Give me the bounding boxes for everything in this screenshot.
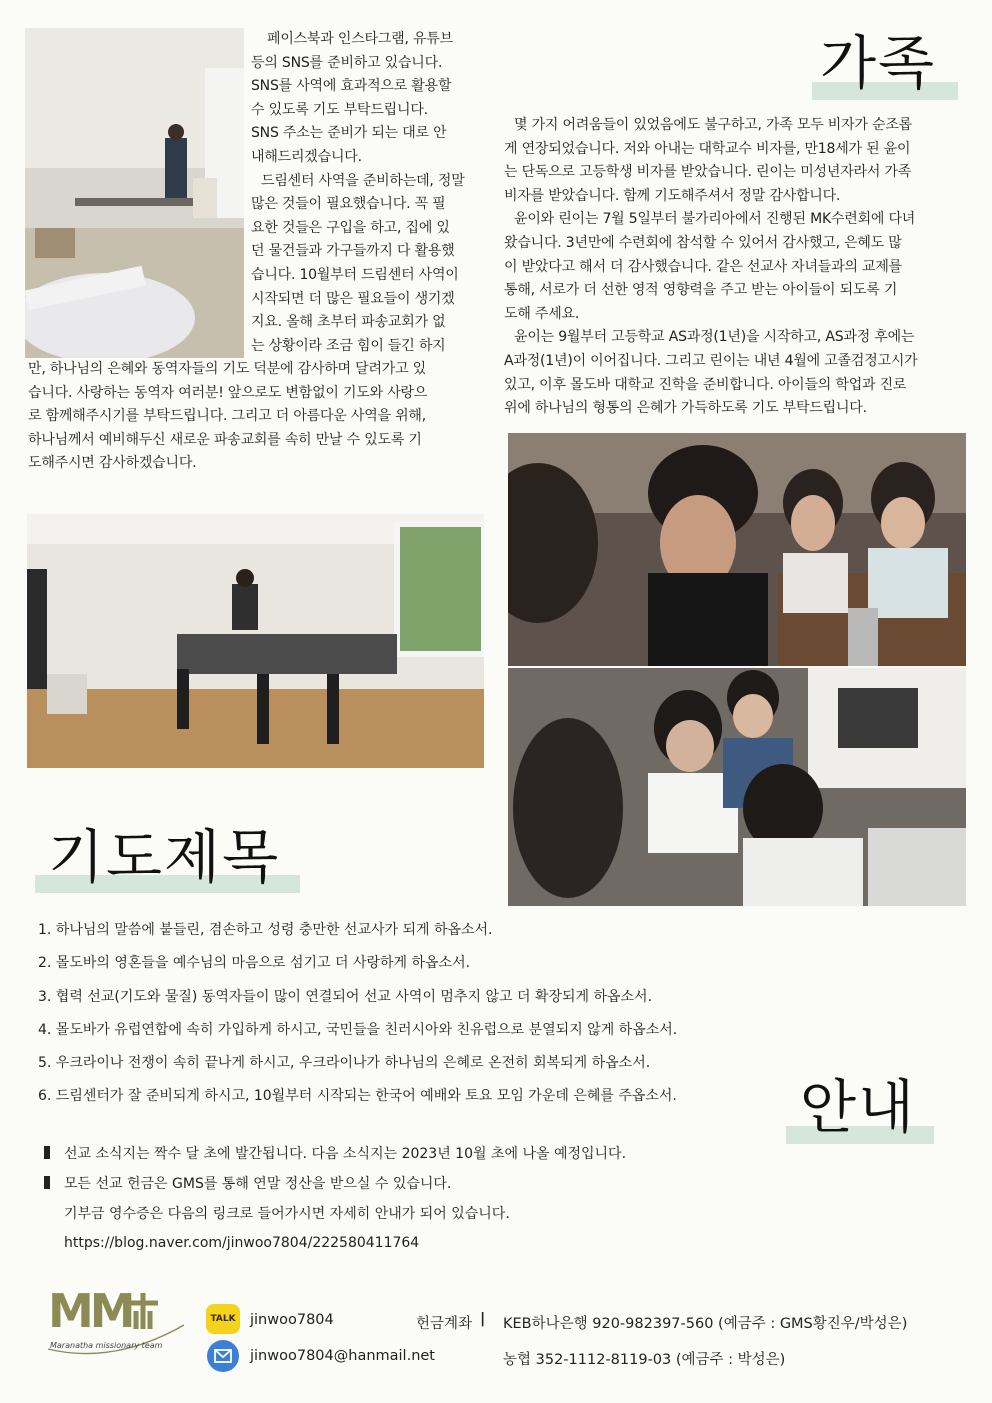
side-line: 던 물건들과 가구들까지 다 활용했 [251,243,455,260]
prayer-item: 3. 협력 선교(기도와 물질) 동역자들이 많이 연결되어 선교 사역이 멈추지 않고 더 확장되게 하옵소서. [38,988,653,1005]
prayer-item: 4. 몰도바가 유럽연합에 속히 가입하게 하시고, 국민들을 친러시아와 친유럽으로 분열되지 않게 하옵소서. [38,1021,678,1038]
notice-continuation: 기부금 영수증은 다음의 링크로 들어가시면 자세히 안내가 되어 있습니다. [64,1206,510,1222]
full-line: 습니다. 사랑하는 동역자 여러분! 앞으로도 변함없이 기도와 사랑으 [28,384,428,401]
side-line: 드림센터 사역을 준비하는데, 정말 [261,172,465,189]
family-line: 왔습니다. 3년만에 수련회에 참석할 수 있어서 감사했고, 은혜도 많 [504,234,902,251]
bank-account-keb: KEB하나은행 920-982397-560 (예금주 : GMS황진우/박성은) [503,1316,908,1332]
family-line: 게 연장되었습니다. 저와 아내는 대학교수 비자를, 만18세가 된 윤이 [504,140,911,157]
notice-title: 안내 [800,1073,917,1141]
prayer-title: 기도제목 [48,823,281,891]
meeting-room-photo [27,514,484,768]
youth-retreat-photo [508,433,966,666]
side-line: 는 상황이라 조금 힘이 들긴 하지 [251,337,446,354]
side-line: 많은 것들이 필요했습니다. 꼭 필 [251,196,446,213]
left-article-full [28,358,483,476]
mail-icon [207,1340,239,1372]
donation-link[interactable]: https://blog.naver.com/jinwoo7804/222580411764 [64,1235,420,1251]
youth-prayer-photo [508,668,966,906]
logo-letters: MM [48,1284,132,1338]
prayer-item: 1. 하나님의 말씀에 붙들린, 겸손하고 성령 충만한 선교사가 되게 하옵소서. [38,922,493,938]
family-line: 이 받았다고 해서 더 감사했습니다. 같은 선교사 자녀들과의 교제를 [504,258,902,275]
family-line: 통해, 서로가 더 선한 영적 영향력을 주고 받는 아이들이 되도록 기 [504,282,898,299]
family-line: 윤이는 9월부터 고등학교 AS과정(1년)을 시작하고, AS과정 후에는 [514,329,915,346]
notice-text: 선교 소식지는 짝수 달 초에 발간됩니다. 다음 소식지는 2023년 10월 초에 나올 예정입니다. [64,1146,627,1162]
side-line: 내해드리겠습니다. [251,148,362,165]
notice-item [44,1140,744,1170]
left-article-side [251,28,483,358]
prayer-item: 5. 우크라이나 전쟁이 속히 끝나게 하시고, 우크라이나가 하나님의 은혜로 온전히 회복되게 하옵소서. [38,1055,651,1072]
family-line: 위에 하나님의 형통의 은혜가 가득하도록 기도 부탁드립니다. [504,400,867,417]
maranatha-logo [44,1283,189,1365]
family-line: 는 단독으로 고등학생 비자를 받았습니다. 린이는 미성년자라서 가족 [504,164,912,181]
email-address[interactable]: jinwoo7804@hanmail.net [250,1348,435,1364]
account-label: 헌금계좌 [416,1316,473,1332]
full-line: 도해주시면 감사하겠습니다. [28,455,197,472]
room-setup-photo [25,28,244,358]
side-line: 등의 SNS를 준비하고 있습니다. [251,54,443,71]
prayer-item: 2. 몰도바의 영혼들을 예수님의 마음으로 섬기고 더 사랑하게 하옵소서. [38,955,471,972]
family-article [504,114,964,421]
family-line: 있고, 이후 몰도바 대학교 진학을 준비합니다. 아이들의 학업과 진로 [504,376,907,393]
bullet-square-icon [44,1146,50,1159]
family-line: 윤이와 린이는 7월 5일부터 불가리아에서 진행된 MK수련회에 다녀 [514,211,916,228]
family-title: 가족 [820,29,937,97]
kakaotalk-icon [206,1304,240,1334]
bank-account-nh: 농협 352-1112-8119-03 (예금주 : 박성은) [503,1352,786,1368]
full-line: 로 함께해주시기를 부탁드립니다. 그리고 더 아름다운 사역을 위해, [28,408,426,425]
notice-text: 모든 선교 헌금은 GMS를 통해 연말 정산을 받으실 수 있습니다. [64,1176,452,1192]
side-line: 습니다. 10월부터 드림센터 사역이 [251,266,459,283]
kakao-id: jinwoo7804 [250,1312,334,1328]
full-line: 하나님께서 예비해두신 새로운 파송교회를 속히 만날 수 있도록 기 [28,431,422,448]
notice-item [44,1170,744,1200]
family-line: 비자를 받았습니다. 함께 기도해주셔서 정말 감사합니다. [504,187,841,204]
side-line: 페이스북과 인스타그램, 유튜브 [267,31,453,47]
family-line: 몇 가지 어려움들이 있었음에도 불구하고, 가족 모두 비자가 순조롭 [514,117,912,133]
account-separator: | [480,1311,486,1327]
side-line: 시작되면 더 많은 필요들이 생기겠 [251,290,455,307]
side-line: 수 있도록 기도 부탁드립니다. [251,101,428,118]
kakao-badge-text: TALK [210,1314,236,1324]
side-line: SNS를 사역에 효과적으로 활용할 [251,78,452,95]
family-line: 도해 주세요. [504,305,580,322]
logo-subtitle: Maranatha missionary team [50,1341,163,1350]
family-line: A과정(1년)이 이어집니다. 그리고 린이는 내년 4월에 고졸검정고시가 [504,352,918,369]
prayer-item: 6. 드림센터가 잘 준비되게 하시고, 10월부터 시작되는 한국어 예배와 토요 모임 가운데 은혜를 주옵소서. [38,1088,677,1105]
bullet-square-icon [44,1176,50,1189]
full-line: 만, 하나님의 은혜와 동역자들의 기도 덕분에 감사하며 달려가고 있 [28,361,426,377]
side-line: SNS 주소는 준비가 되는 대로 안 [251,125,447,142]
side-line: 요한 것들은 구입을 하고, 집에 있 [251,219,450,236]
prayer-list [38,914,818,1114]
side-line: 지요. 올해 초부터 파송교회가 없 [251,314,446,331]
